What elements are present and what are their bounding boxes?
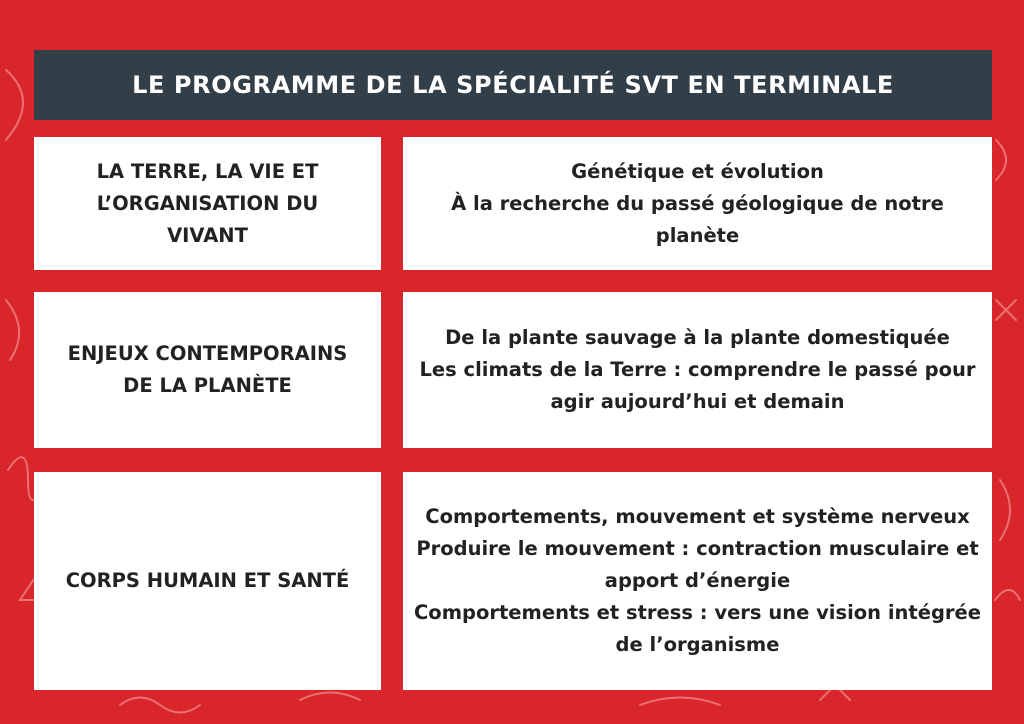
topic-item: Comportements, mouvement et système nerveux [425,505,970,528]
topic-item: De la plante sauvage à la plante domestiquée [445,326,950,349]
theme-label: LA TERRE, LA VIE ET L’ORGANISATION DU VIVANT [96,159,319,247]
topic-item: À la recherche du passé géologique de notre planète [451,191,944,247]
theme-box-earth-life [34,137,381,270]
theme-box-human-body [34,472,381,690]
topic-list [411,501,984,661]
topic-item: Génétique et évolution [571,159,824,183]
theme-label: ENJEUX CONTEMPORAINS DE LA PLANÈTE [67,342,348,397]
topics-box-earth-life [403,137,992,270]
topic-list [411,156,984,252]
topic-item: Produire le mouvement : contraction musculaire et apport d’énergie [416,537,979,592]
title-banner [34,50,992,120]
topics-box-human-body [403,472,992,690]
page-title: LE PROGRAMME DE LA SPÉCIALITÉ SVT EN TERMINALE [132,71,894,99]
topic-item: Les climats de la Terre : comprendre le passé pour agir aujourd’hui et demain [419,358,976,413]
topic-item: Comportements et stress : vers une vision intégrée de l’organisme [413,601,981,656]
topic-list [411,322,984,418]
topics-box-planet-issues [403,292,992,448]
theme-label: CORPS HUMAIN ET SANTÉ [65,569,350,592]
theme-box-planet-issues [34,292,381,448]
